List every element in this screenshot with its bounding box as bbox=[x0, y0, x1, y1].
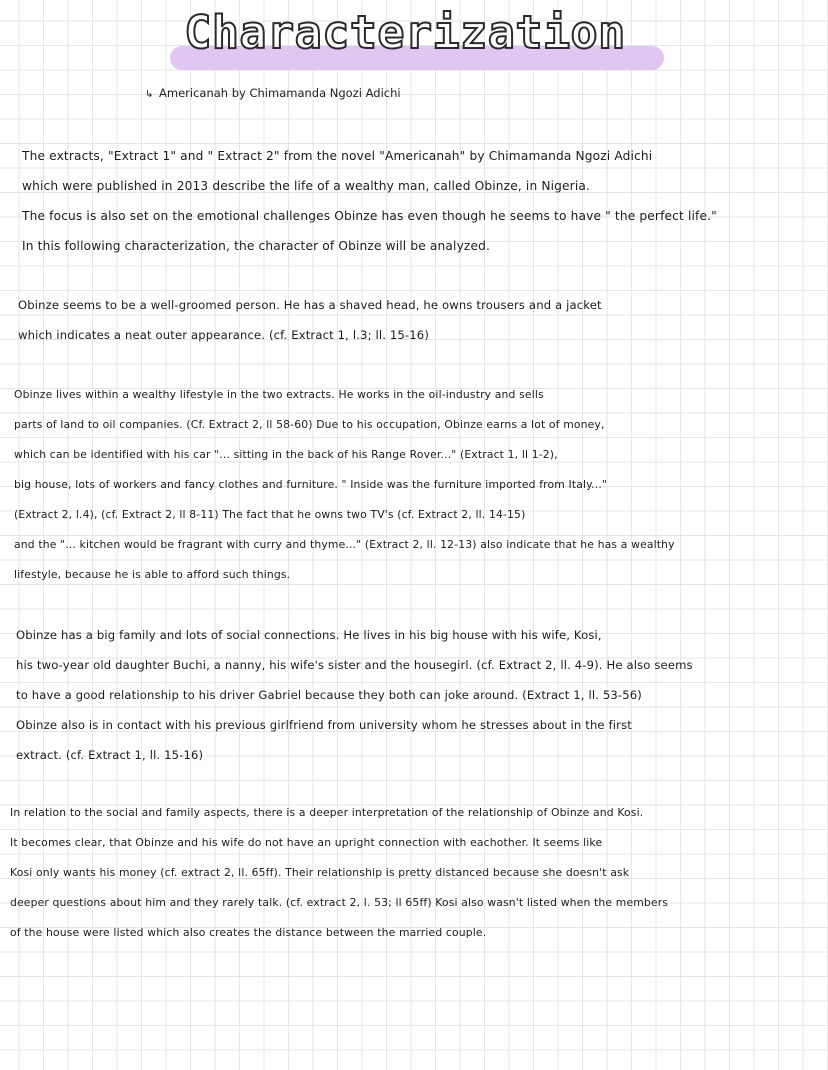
paragraph-appearance bbox=[18, 290, 814, 350]
text-line: which indicates a neat outer appearance. (cf. Extract 1, l.3; ll. 15-16) bbox=[18, 328, 429, 342]
text-line: Obinze has a big family and lots of social connections. He lives in his big house with his wife, Kosi, bbox=[16, 628, 602, 642]
text-line: big house, lots of workers and fancy clothes and furniture. " Inside was the furniture imported from Italy..." bbox=[14, 478, 608, 491]
text-line: (Extract 2, l.4), (cf. Extract 2, ll 8-11) The fact that he owns two TV's (cf. Extract 2, ll. 14-15) bbox=[14, 508, 526, 521]
text-line: In relation to the social and family aspects, there is a deeper interpretation of the relationship of Obinze and Kosi. bbox=[10, 806, 644, 819]
text-line: his two-year old daughter Buchi, a nanny, his wife's sister and the housegirl. (cf. Extract 2, ll. 4-9). He also seems bbox=[16, 658, 693, 672]
text-line: which can be identified with his car "... sitting in the back of his Range Rover..." (Extract 1, ll 1-2), bbox=[14, 448, 558, 461]
text-line: The extracts, "Extract 1" and " Extract 2" from the novel "Americanah" by Chimamanda Ngozi Adichi bbox=[22, 149, 653, 163]
text-line: extract. (cf. Extract 1, ll. 15-16) bbox=[16, 748, 204, 762]
subtitle-text: Americanah by Chimamanda Ngozi Adichi bbox=[159, 86, 401, 100]
paragraph-lifestyle bbox=[14, 380, 810, 590]
title-block bbox=[170, 6, 670, 70]
text-line: The focus is also set on the emotional challenges Obinze has even though he seems to have " the perfect life." bbox=[22, 209, 717, 223]
bullet-icon: ↳ bbox=[145, 89, 154, 100]
text-line: Obinze seems to be a well-groomed person. He has a shaved head, he owns trousers and a jacket bbox=[18, 298, 602, 312]
text-line: and the "... kitchen would be fragrant with curry and thyme..." (Extract 2, ll. 12-13) also indicate that he has a wealthy bbox=[14, 538, 675, 551]
text-line: Kosi only wants his money (cf. extract 2, ll. 65ff). Their relationship is pretty distanced because she doesn't ask bbox=[10, 866, 630, 879]
subtitle bbox=[145, 86, 401, 100]
text-line: parts of land to oil companies. (Cf. Extract 2, ll 58-60) Due to his occupation, Obinze earns a lot of money, bbox=[14, 418, 605, 431]
text-line: It becomes clear, that Obinze and his wife do not have an upright connection with eachother. It seems like bbox=[10, 836, 603, 849]
text-line: Obinze lives within a wealthy lifestyle in the two extracts. He works in the oil-industry and sells bbox=[14, 388, 544, 401]
paragraph-relationship bbox=[10, 798, 806, 948]
text-line: lifestyle, because he is able to afford such things. bbox=[14, 568, 291, 581]
text-line: of the house were listed which also creates the distance between the married couple. bbox=[10, 926, 487, 939]
paragraph-family bbox=[16, 620, 812, 770]
text-line: Obinze also is in contact with his previous girlfriend from university whom he stresses about in the first bbox=[16, 718, 632, 732]
paragraph-intro bbox=[22, 141, 818, 261]
text-line: deeper questions about him and they rarely talk. (cf. extract 2, l. 53; ll 65ff) Kosi also wasn't listed when the members bbox=[10, 896, 669, 909]
text-line: which were published in 2013 describe the life of a wealthy man, called Obinze, in Nigeria. bbox=[22, 179, 591, 193]
text-line: In this following characterization, the character of Obinze will be analyzed. bbox=[22, 239, 491, 253]
text-line: to have a good relationship to his driver Gabriel because they both can joke around. (Extract 1, ll. 53-56) bbox=[16, 688, 642, 702]
page-title: Characterization bbox=[184, 6, 626, 59]
